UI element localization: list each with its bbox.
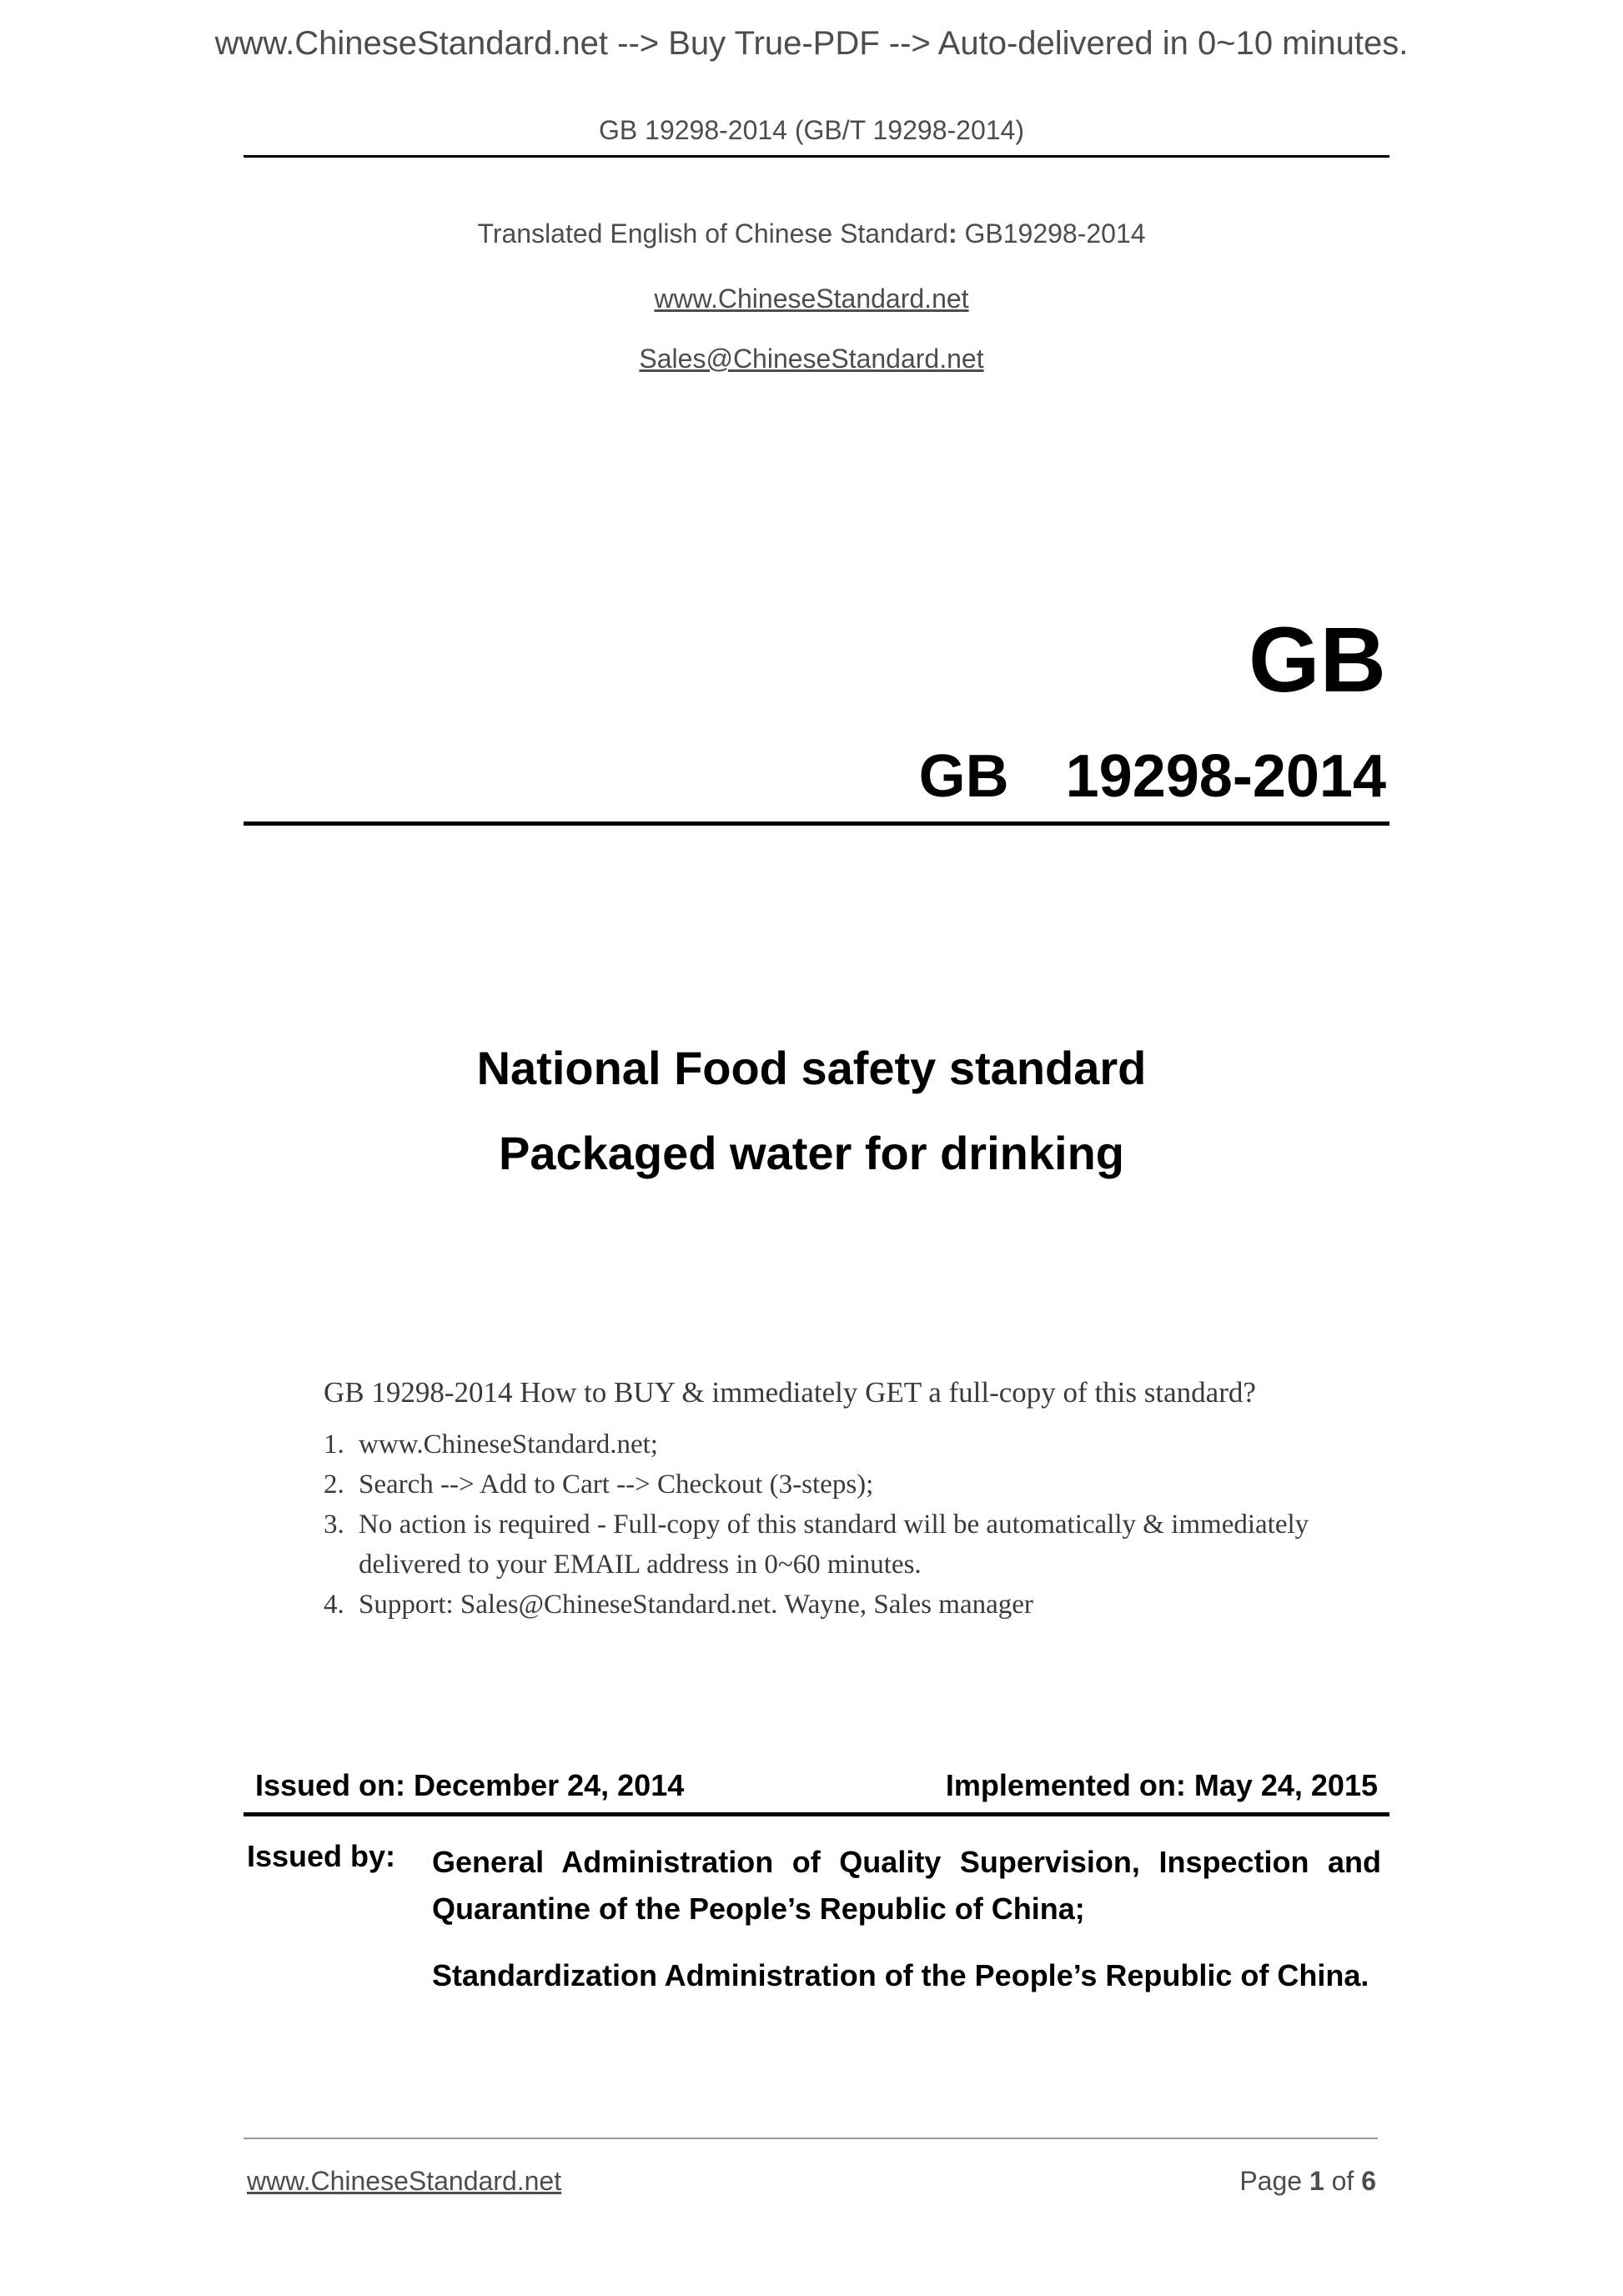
title-line-2: Packaged water for drinking [499,1127,1124,1179]
dates-divider [244,1812,1389,1816]
footer-divider [244,2138,1378,2139]
title-line-1: National Food safety standard [476,1042,1147,1094]
current-page: 1 [1309,2166,1324,2196]
total-pages: 6 [1361,2166,1376,2196]
buy-info [324,1376,1374,1625]
footer-website-link[interactable]: www.ChineseStandard.net [247,2166,562,2196]
email-link-container [0,344,1623,374]
list-item: 3. No action is required - Full-copy of this standard will be automatically & immediately delivered to your EMAIL address in 0~60 minutes. [324,1510,1309,1580]
header-doc-id: GB 19298-2014 (GB/T 19298-2014) [599,115,1024,145]
issuer-org: Standardization Administration of the People’s Republic of China. [432,1958,1369,1992]
implemented-date: Implemented on: May 24, 2015 [945,1768,1378,1802]
issued-by [247,1839,1381,2019]
header-divider [244,155,1389,158]
gb-prefix: GB [1249,609,1386,711]
footer-website-container [247,2166,561,2197]
translated-line: Translated English of Chinese Standard: GB19298-2014 [477,219,1146,249]
issuer-org: General Administration of Quality Supervision, Inspection and Quarantine of the People’s Republic of China; [432,1845,1381,1926]
page-number: Page 1 of 6 [1239,2166,1376,2196]
website-link-container [0,284,1623,314]
issued-by-label: Issued by: [247,1839,396,1873]
issued-date: Issued on: December 24, 2014 [255,1768,685,1802]
list-item: 4. Support: Sales@ChineseStandard.net. Wayne, Sales manager [324,1590,1033,1620]
translated-label: Translated English of Chinese Standard [477,219,948,249]
buy-question: GB 19298-2014 How to BUY & immediately GET a full-copy of this standard? [324,1376,1256,1409]
website-link[interactable]: www.ChineseStandard.net [654,284,969,314]
list-item: 1. www.ChineseStandard.net; [324,1429,658,1459]
code-divider [244,821,1389,826]
buy-steps [324,1424,1374,1625]
header-banner: www.ChineseStandard.net --> Buy True-PDF --> Auto-delivered in 0~10 minutes. [214,25,1409,62]
issuing-organizations [432,1839,1381,2019]
translated-code: GB19298-2014 [964,219,1146,249]
list-item: 2. Search --> Add to Cart --> Checkout (3-steps); [324,1470,874,1500]
standard-code: GB 19298-2014 [918,743,1386,810]
email-link[interactable]: Sales@ChineseStandard.net [639,344,984,374]
dates-row [244,1768,1389,1803]
